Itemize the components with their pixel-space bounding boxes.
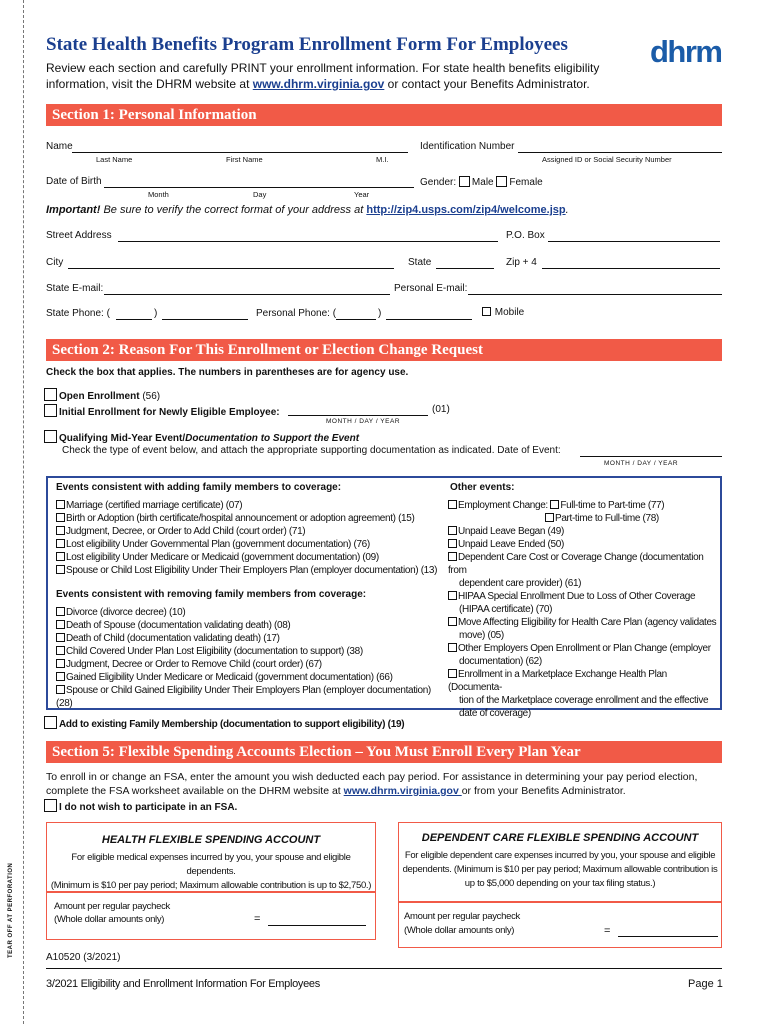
ft-pt-checkbox[interactable] [550, 500, 559, 509]
initial-date-caption: MONTH / DAY / YEAR [326, 418, 401, 425]
initial-enrollment-checkbox[interactable] [44, 404, 57, 417]
unpaid-ended-label: Unpaid Leave Ended (50) [458, 539, 564, 550]
move-label-1: Move Affecting Eligibility for Health Care Plan (agency validates [458, 617, 717, 628]
other-employer-checkbox[interactable] [448, 643, 457, 652]
adding-event-label: Marriage (certified marriage certificate) (07) [66, 500, 243, 511]
fsa-intro-text-3: or from your Benefits Administrator. [461, 785, 626, 797]
fsa-intro-line-2 [46, 784, 736, 798]
city-field[interactable] [68, 268, 394, 269]
id-number-label: Identification Number [420, 141, 515, 152]
marketplace-row [448, 668, 718, 694]
personal-email-label: Personal E-mail: [394, 283, 468, 294]
state-phone-label: State Phone: ( [46, 308, 110, 319]
removing-event-checkbox[interactable] [56, 620, 65, 629]
page-number: Page 1 [688, 978, 723, 990]
hipaa-checkbox[interactable] [448, 591, 457, 600]
state-email-label: State E-mail: [46, 283, 104, 294]
unpaid-began-label: Unpaid Leave Began (49) [458, 526, 564, 537]
removing-event-checkbox[interactable] [56, 672, 65, 681]
pt-ft-label: Part-time to Full-time (78) [555, 513, 659, 524]
adding-event-row [56, 538, 446, 551]
removing-event-checkbox[interactable] [56, 659, 65, 668]
other-employer-label-1: Other Employers Open Enrollment or Plan Change (employer [458, 643, 711, 654]
other-events-list [448, 499, 718, 720]
state-phone-area-field[interactable] [116, 319, 152, 320]
initial-enrollment-date-field[interactable] [288, 415, 428, 416]
no-fsa-checkbox[interactable] [44, 799, 57, 812]
id-number-field[interactable] [518, 152, 722, 153]
removing-event-label: Death of Spouse (documentation validating death) (08) [66, 620, 291, 631]
last-name-caption: Last Name [96, 155, 133, 164]
removing-event-row [56, 632, 446, 645]
marketplace-label-2: tion of the Marketplace coverage enrollment and the effective [459, 695, 709, 706]
important-label: Important! [46, 204, 101, 216]
move-row [448, 616, 718, 629]
first-name-caption: First Name [226, 155, 263, 164]
logo-text: dhrm [650, 34, 722, 69]
health-amount-label-1: Amount per regular paycheck [54, 901, 170, 912]
state-email-field[interactable] [104, 294, 390, 295]
pt-ft-checkbox[interactable] [545, 513, 554, 522]
personal-phone-label: Personal Phone: ( [256, 308, 337, 319]
name-field[interactable] [72, 152, 408, 153]
no-fsa-option [44, 799, 237, 813]
qualifying-event-checkbox[interactable] [44, 430, 57, 443]
removing-event-label: Child Covered Under Plan Lost Eligibility (documentation to support) (38) [66, 646, 363, 657]
removing-event-row [56, 671, 446, 684]
employment-change-checkbox[interactable] [448, 500, 457, 509]
health-equals: = [254, 913, 261, 925]
adding-event-label: Spouse or Child Lost Eligibility Under Their Employers Plan (employer documentation) (13) [66, 565, 438, 576]
adding-event-checkbox[interactable] [56, 539, 65, 548]
dob-day-caption: Day [253, 190, 267, 199]
ft-pt-label: Full-time to Part-time (77) [560, 500, 665, 511]
dependent-amount-field[interactable] [618, 936, 718, 937]
check-type-text: Check the type of event below, and attach the appropriate supporting documentation as indicated. Date of Event: [62, 445, 561, 456]
adding-event-label: Judgment, Decree, or Order to Add Child (court order) (71) [66, 526, 306, 537]
mobile-checkbox[interactable] [482, 307, 491, 316]
removing-heading: Events consistent with removing family members from coverage: [56, 589, 367, 600]
perforation-line [23, 0, 24, 1024]
adding-event-checkbox[interactable] [56, 500, 65, 509]
intro-text-3: or contact your Benefits Administrator. [384, 77, 590, 91]
health-fsa-text-2: (Minimum is $10 per pay period; Maximum allowable contribution is up to $2,750.) [50, 880, 372, 891]
removing-event-label: Judgment, Decree or Order to Remove Child (court order) (67) [66, 659, 322, 670]
open-enrollment-option [44, 388, 160, 402]
fsa-intro-line-1: To enroll in or change an FSA, enter the amount you wish deducted each pay period. For assistance in determining your pay period election, [46, 771, 698, 783]
intro-text [46, 60, 646, 92]
adding-event-row [56, 525, 446, 538]
event-date-field[interactable] [580, 456, 722, 457]
zip-label: Zip + 4 [506, 257, 537, 268]
dependent-fsa-text-2: dependents. (Minimum is $10 per pay period; Maximum allowable contribution is [402, 864, 718, 875]
removing-event-row [56, 606, 446, 619]
dependent-fsa-text-3: up to $5,000 depending on your tax filing status.) [464, 878, 656, 889]
removing-event-label: Spouse or Child Gained Eligibility Under Their Employers Plan (employer documentation) (28) [56, 685, 431, 709]
add-existing-option [44, 716, 404, 730]
unpaid-began-checkbox[interactable] [448, 526, 457, 535]
adding-event-checkbox[interactable] [56, 526, 65, 535]
female-checkbox[interactable] [496, 176, 507, 187]
female-label: Female [509, 177, 543, 188]
fsa-intro-text-2: complete the FSA worksheet available on the DHRM website at [46, 785, 344, 797]
health-amount-label [54, 900, 170, 926]
mi-caption: M.I. [376, 155, 389, 164]
move-checkbox[interactable] [448, 617, 457, 626]
add-existing-checkbox[interactable] [44, 716, 57, 729]
add-existing-label: Add to existing Family Membership (documentation to support eligibility) (19) [59, 719, 405, 730]
male-checkbox[interactable] [459, 176, 470, 187]
personal-phone-paren: ) [378, 308, 382, 319]
open-enrollment-label: Open Enrollment [59, 391, 140, 402]
intro-text-2: information, visit the DHRM website at [46, 77, 253, 91]
unpaid-ended-checkbox[interactable] [448, 539, 457, 548]
adding-event-checkbox[interactable] [56, 565, 65, 574]
removing-event-checkbox[interactable] [56, 607, 65, 616]
gender-text: Gender: [420, 177, 457, 188]
usps-link[interactable]: http://zip4.usps.com/zip4/welcome.jsp [366, 204, 566, 216]
adding-heading: Events consistent with adding family members to coverage: [56, 482, 342, 493]
page-title: State Health Benefits Program Enrollment Form For Employees [46, 34, 568, 55]
important-period: . [565, 204, 569, 216]
intro-line-2 [46, 76, 646, 92]
initial-enrollment-label: Initial Enrollment for Newly Eligible Employee: [59, 407, 280, 418]
unpaid-began-row [448, 525, 718, 538]
removing-event-row [56, 684, 446, 710]
unpaid-ended-row [448, 538, 718, 551]
dependent-amount-label-2: (Whole dollar amounts only) [404, 925, 515, 936]
marketplace-label-3: date of coverage) [459, 708, 531, 719]
dob-month-caption: Month [148, 190, 169, 199]
adding-event-row [56, 499, 446, 512]
hipaa-row [448, 590, 718, 603]
removing-event-checkbox[interactable] [56, 685, 65, 694]
personal-email-field[interactable] [468, 294, 722, 295]
dob-field[interactable] [104, 187, 414, 188]
name-label: Name [46, 141, 73, 152]
city-label: City [46, 257, 64, 268]
state-label: State [408, 257, 432, 268]
removing-event-row [56, 645, 446, 658]
employment-change-row [448, 499, 718, 512]
dependent-fsa-text-1: For eligible dependent care expenses incurred by you, your spouse and eligible [404, 850, 716, 861]
removing-event-checkbox[interactable] [56, 633, 65, 642]
dependent-amount-label [404, 910, 520, 938]
open-enrollment-checkbox[interactable] [44, 388, 57, 401]
health-fsa-title: HEALTH FLEXIBLE SPENDING ACCOUNT [101, 834, 321, 846]
personal-phone-area-field[interactable] [336, 319, 376, 320]
fsa-intro [46, 770, 736, 798]
street-label: Street Address [46, 230, 112, 241]
move-label-2: move) (05) [459, 630, 504, 641]
dependent-care-row [448, 551, 718, 577]
dependent-care-checkbox[interactable] [448, 552, 457, 561]
footer-divider [46, 968, 722, 969]
adding-event-checkbox[interactable] [56, 552, 65, 561]
dependent-care-label-2: dependent care provider) (61) [459, 578, 582, 589]
form-id: A10520 (3/2021) [46, 952, 121, 963]
adding-event-row [56, 512, 446, 525]
section-5-header: Section 5: Flexible Spending Accounts Election – You Must Enroll Every Plan Year [46, 741, 722, 763]
dependent-fsa-title: DEPENDENT CARE FLEXIBLE SPENDING ACCOUNT [421, 832, 699, 844]
adding-event-row [56, 564, 446, 577]
removing-event-label: Gained Eligibility Under Medicare or Medicaid (government documentation) (66) [66, 672, 393, 683]
state-field[interactable] [436, 268, 494, 269]
pt-ft-row [448, 512, 718, 525]
health-amount-field[interactable] [268, 925, 366, 926]
footer-left-text: 3/2021 Eligibility and Enrollment Information For Employees [46, 978, 320, 990]
qualifying-event-option [44, 430, 359, 444]
personal-phone-field[interactable] [386, 319, 472, 320]
open-enrollment-code: (56) [139, 391, 161, 402]
employment-change-label: Employment Change: [458, 500, 548, 511]
fsa-dhrm-link[interactable]: www.dhrm.virginia.gov [343, 785, 462, 797]
removing-event-row [56, 619, 446, 632]
dependent-care-label-1: Dependent Care Cost or Coverage Change (documentation from [448, 552, 704, 576]
dependent-amount-label-1: Amount per regular paycheck [404, 911, 520, 922]
tear-off-label: TEAR OFF AT PERFORATION [8, 862, 14, 958]
no-fsa-label: I do not wish to participate in an FSA. [59, 802, 238, 813]
adding-events-list [56, 499, 446, 577]
removing-event-checkbox[interactable] [56, 646, 65, 655]
po-box-label: P.O. Box [506, 230, 545, 241]
hipaa-label-2: (HIPAA certificate) (70) [459, 604, 553, 615]
adding-event-label: Lost eligibility Under Governmental Plan (government documentation) (76) [66, 539, 370, 550]
other-events-heading: Other events: [450, 482, 515, 493]
dhrm-website-link[interactable]: www.dhrm.virginia.gov [252, 77, 385, 91]
id-number-caption: Assigned ID or Social Security Number [542, 155, 672, 164]
intro-line-1: Review each section and carefully PRINT your enrollment information. For state health benefits eligibility [46, 61, 600, 75]
dob-label: Date of Birth [46, 176, 102, 187]
health-fsa-text [48, 851, 374, 893]
gender-label [420, 176, 543, 188]
removing-events-list [56, 606, 446, 710]
address-note [46, 204, 569, 216]
dependent-equals: = [604, 925, 611, 937]
other-employer-label-2: documentation) (62) [459, 656, 542, 667]
street-field[interactable] [118, 241, 498, 242]
removing-event-label: Death of Child (documentation validating death) (17) [66, 633, 280, 644]
adding-event-checkbox[interactable] [56, 513, 65, 522]
section-2-instruction: Check the box that applies. The numbers in parentheses are for agency use. [46, 367, 409, 378]
state-phone-field[interactable] [162, 319, 248, 320]
event-date-caption: MONTH / DAY / YEAR [604, 460, 679, 467]
removing-event-row [56, 658, 446, 671]
adding-event-label: Lost eligibility Under Medicare or Medicaid (government documentation) (09) [66, 552, 379, 563]
po-box-field[interactable] [548, 241, 720, 242]
other-employer-row [448, 642, 718, 655]
important-text: Be sure to verify the correct format of your address at [100, 204, 367, 216]
qualifying-event-label: Qualifying Mid-Year Event/ [59, 433, 186, 444]
hipaa-label-1: HIPAA Special Enrollment Due to Loss of Other Coverage [458, 591, 696, 602]
section-2-header: Section 2: Reason For This Enrollment or Election Change Request [46, 339, 722, 361]
dhrm-logo [650, 32, 726, 76]
health-fsa-text-1: For eligible medical expenses incurred by you, your spouse and eligible dependents. [71, 852, 351, 877]
dob-year-caption: Year [354, 190, 370, 199]
zip-field[interactable] [542, 268, 720, 269]
adding-event-label: Birth or Adoption (birth certificate/hospital announcement or adoption agreement) (15) [66, 513, 415, 524]
health-amount-label-2: (Whole dollar amounts only) [54, 914, 165, 925]
adding-event-row [56, 551, 446, 564]
dependent-fsa-text [400, 849, 720, 891]
section-1-header: Section 1: Personal Information [46, 104, 722, 126]
initial-enrollment-option [44, 404, 280, 418]
marketplace-checkbox[interactable] [448, 669, 457, 678]
removing-event-label: Divorce (divorce decree) (10) [66, 607, 186, 618]
qualifying-event-italic: Documentation to Support the Event [185, 433, 360, 444]
initial-enrollment-code: (01) [432, 404, 450, 415]
mobile-label: Mobile [494, 307, 525, 318]
marketplace-label-1: Enrollment in a Marketplace Exchange Health Plan (Documenta- [448, 669, 667, 693]
state-phone-paren: ) [154, 308, 158, 319]
mobile-option [482, 307, 524, 318]
male-label: Male [471, 177, 494, 188]
